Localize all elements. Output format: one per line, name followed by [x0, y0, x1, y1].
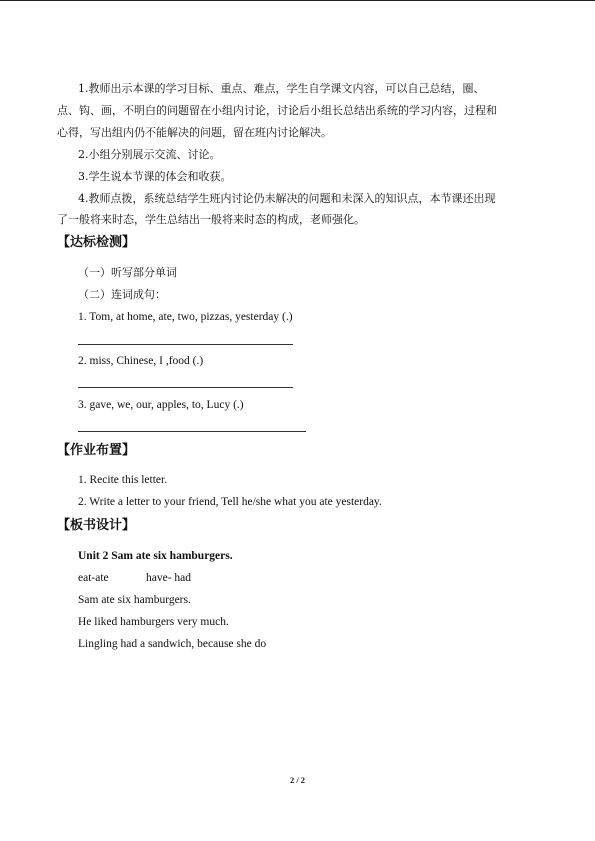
intro-line: 4.教师点拨，系统总结学生班内讨论仍未解决的问题和未深入的知识点，本节课还出现: [78, 192, 496, 205]
header-rule: [0, 0, 595, 1]
answer-line[interactable]: [78, 431, 306, 432]
test-question: 3. gave, we, our, apples, to, Lucy (.): [78, 399, 244, 411]
board-line: Lingling had a sandwich, because she do: [78, 638, 267, 650]
intro-line: 1.教师出示本课的学习目标、重点、难点，学生自学课文内容，可以自己总结，圈、: [78, 82, 485, 95]
section-heading-homework: 【作业布置】: [57, 443, 136, 458]
board-line: Sam ate six hamburgers.: [78, 594, 191, 606]
intro-line: 3.学生说本节课的体会和收获。: [78, 170, 232, 183]
board-pair-right: have- had: [146, 572, 192, 584]
board-pair-left: eat-ate: [78, 572, 109, 584]
test-subheading: （二）连词成句：: [78, 288, 166, 301]
test-subheading: （一）听写部分单词: [78, 266, 177, 279]
page-number: 2 / 2: [289, 775, 306, 785]
board-line: He liked hamburgers very much.: [78, 616, 229, 628]
intro-line: 2.小组分别展示交流、讨论。: [78, 148, 221, 161]
intro-line: 心得，写出组内仍不能解决的问题，留在班内讨论解决。: [57, 126, 332, 139]
intro-line: 了一般将来时态，学生总结出一般将来时态的构成，老师强化。: [57, 213, 365, 226]
section-heading-board: 【板书设计】: [57, 518, 136, 533]
intro-line: 点、钩、画，不明白的问题留在小组内讨论，讨论后小组长总结出系统的学习内容，过程和: [57, 104, 497, 117]
section-heading-test: 【达标检测】: [57, 235, 136, 250]
test-question: 2. miss, Chinese, I ,food (.): [78, 355, 204, 367]
test-question: 1. Tom, at home, ate, two, pizzas, yesterday (.): [78, 311, 293, 323]
answer-line[interactable]: [78, 344, 293, 345]
board-title: Unit 2 Sam ate six hamburgers.: [78, 550, 233, 562]
homework-item: 1. Recite this letter.: [78, 474, 168, 486]
answer-line[interactable]: [78, 387, 293, 388]
homework-item: 2. Write a letter to your friend, Tell he/she what you ate yesterday.: [78, 496, 382, 508]
